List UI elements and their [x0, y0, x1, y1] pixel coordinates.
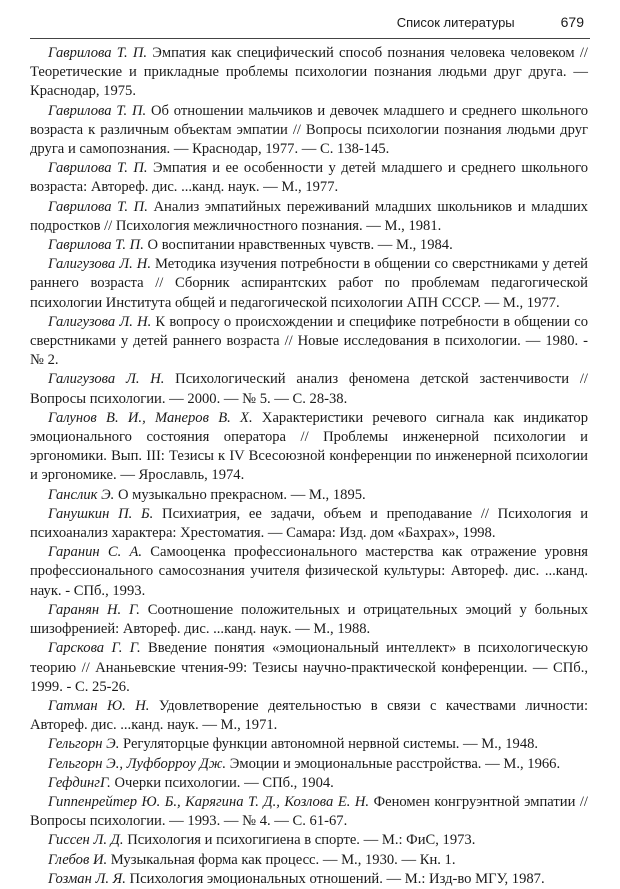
reference-entry — [30, 198, 588, 236]
reference-authors: Гарскова Г. Г. — [48, 640, 141, 657]
reference-entry — [30, 870, 588, 889]
reference-text: Эмпатия как специфический способ познания человека человеком // Теоретические и прикладные проблемы психологии познания людьми друг друга. — Краснодар, 1975. — [30, 45, 588, 100]
reference-authors: Глебов И. — [48, 851, 108, 868]
reference-authors: Гаврилова Т. П. — [48, 237, 144, 254]
reference-text: Характеристики речевого сигнала как индикатор эмоционального состояния оператора // Проблемы инженерной психологии и эргономики. Вып. III: Тезисы к IV Всесоюзной конференции по инженерной психологии и эргономике. — Ярославль, 1974. — [30, 409, 589, 484]
reference-entry — [30, 255, 588, 313]
reference-authors: Ганушкин П. Б. — [48, 505, 154, 522]
reference-entry — [30, 159, 588, 197]
reference-entry — [30, 755, 588, 774]
reference-text: Удовлетворение деятельностью в связи с качествами личности: Автореф. дис. ...канд. наук. — М., 1971. — [30, 697, 589, 734]
reference-entry — [30, 409, 588, 486]
reference-entry — [30, 543, 588, 601]
reference-text: Психология и психогигиена в спорте. — М.: ФиС, 1973. — [123, 832, 476, 849]
reference-entry — [30, 236, 588, 255]
reference-entry — [30, 505, 588, 543]
reference-entry — [30, 697, 588, 735]
reference-authors: Гатман Ю. Н. — [48, 697, 150, 714]
reference-authors: Гиппенрейтер Ю. Б., Карягина Т. Д., Козлова Е. Н. — [48, 793, 370, 810]
reference-text: Эмпатия и ее особенности у детей младшего и среднего школьного возраста: Автореф. дис. ...канд. наук. — М., 1977. — [30, 160, 588, 196]
reference-authors: Гаврилова Т. П. — [48, 160, 148, 177]
reference-authors: Галигузова Л. Н. — [48, 313, 152, 330]
reference-text: Эмоции и эмоциональные расстройства. — М., 1966. — [226, 755, 561, 772]
page-number: 679 — [560, 14, 584, 30]
reference-text: О воспитании нравственных чувств. — М., 1984. — [143, 237, 453, 254]
reference-text: Введение понятия «эмоциональный интеллект» в психологическую теорию // Ананьевские чтения-99: Тезисы научно-практической конференции. — СПб., 1999. - С. 25-26. — [30, 640, 588, 695]
reference-entry — [30, 831, 588, 850]
reference-list — [30, 44, 588, 889]
reference-entry — [30, 851, 588, 870]
reference-authors: Гаврилова Т. П. — [48, 45, 148, 61]
reference-text: Методика изучения потребности в общении со сверстниками у детей раннего возраста // Сборник аспирантских работ по проблемам педагогической психологии Института общей и педагогической психологии АПН СССР. — М., 1977. — [30, 256, 588, 311]
reference-authors: Галигузова Л. Н. — [48, 371, 165, 388]
reference-authors: Ганслик Э. — [48, 486, 115, 503]
reference-entry — [30, 793, 588, 831]
reference-entry — [30, 102, 588, 160]
reference-entry — [30, 639, 588, 697]
reference-authors: Гозман Л. Я. — [48, 870, 126, 887]
reference-entry — [30, 44, 588, 102]
reference-text: Соотношение положительных и отрицательных эмоций у больных шизофренией: Автореф. дис. ...канд. наук. — М., 1988. — [30, 601, 588, 638]
reference-authors: Гельгорн Э., Луфборроу Дж. — [48, 755, 227, 772]
reference-text: Феномен конгруэнтной эмпатии // Вопросы психологии. — 1993. — № 4. — С. 61-67. — [30, 793, 588, 830]
reference-text: К вопросу о происхождении и специфике потребности в общении со сверстниками у детей раннего возраста // Новые исследования в психологии. — 1980. - № 2. — [30, 313, 588, 369]
reference-entry — [30, 486, 588, 505]
reference-text: Психология эмоциональных отношений. — М.: Изд-во МГУ, 1987. — [125, 870, 545, 887]
reference-authors: Гаранин С. А. — [48, 544, 143, 561]
reference-text: Об отношении мальчиков и девочек младшего и среднего школьного возраста к различным объектам эмпатии // Вопросы психологии познания людьми друг друга и самопознания. — Краснодар, 1977. — С. 138-145. — [30, 102, 588, 158]
header-rule — [30, 38, 590, 39]
reference-authors: Галигузова Л. Н. — [48, 256, 151, 273]
reference-authors: Гиссен Л. Д. — [48, 832, 124, 849]
reference-text: Очерки психологии. — СПб., 1904. — [110, 774, 334, 791]
reference-text: Анализ эмпатийных переживаний младших школьников и младших подростков // Психология межличностного познания. — М., 1981. — [30, 198, 588, 234]
reference-authors: Гаранян Н. Г. — [48, 601, 140, 618]
running-header — [30, 14, 584, 30]
reference-authors: Гаврилова Т. П. — [48, 102, 147, 119]
reference-authors: Галунов В. И., Манеров В. Х. — [48, 409, 253, 426]
reference-entry — [30, 601, 588, 639]
reference-text: Психологический анализ феномена детской застенчивости // Вопросы психологии. — 2000. — № 5. — С. 28-38. — [30, 371, 588, 407]
reference-text: Регуляторцые функции автономной нервной системы. — М., 1948. — [119, 736, 539, 753]
reference-authors: ГефдингГ. — [48, 774, 111, 791]
reference-authors: Гаврилова Т. П. — [48, 198, 148, 215]
reference-entry — [30, 370, 588, 408]
reference-text: Самооценка профессионального мастерства как отражение уровня профессионального самосознания учителя физической культуры: Автореф. дис. ...канд. наук. - СПб., 1993. — [30, 544, 588, 599]
reference-text: Психиатрия, ее задачи, объем и преподавание // Психология и психоанализ характера: Хрестоматия. — Самара: Изд. дом «Бахрах», 1998. — [30, 505, 588, 542]
section-title: Список литературы — [396, 15, 515, 30]
reference-entry — [30, 774, 588, 793]
reference-text: О музыкально прекрасном. — М., 1895. — [114, 486, 366, 503]
reference-entry — [30, 735, 588, 754]
reference-text: Музыкальная форма как процесс. — М., 1930. — Кн. 1. — [107, 851, 456, 868]
reference-entry — [30, 313, 588, 371]
reference-authors: Гельгорн Э. — [48, 736, 120, 753]
